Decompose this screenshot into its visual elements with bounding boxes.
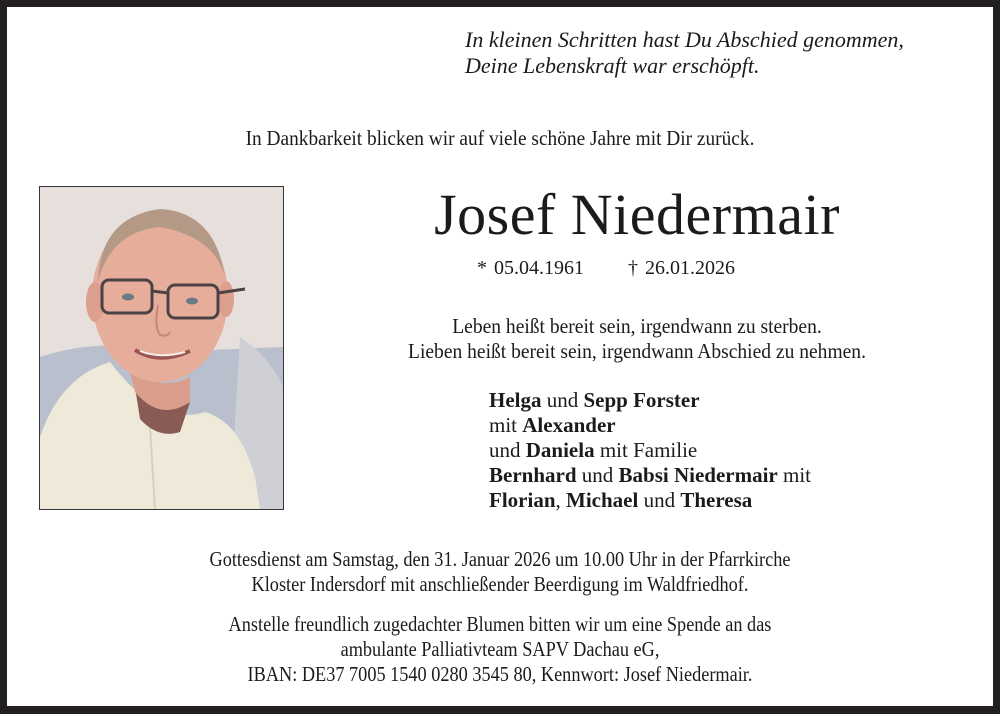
mourner-name: Florian [489, 488, 556, 512]
connector-text: mit [489, 413, 523, 437]
donation-info [71, 612, 929, 687]
mourner-name: Babsi Niedermair [618, 463, 778, 487]
mourners-list [489, 388, 811, 513]
motto-verse [465, 27, 904, 79]
connector-text: und [576, 463, 619, 487]
connector-text: und [489, 438, 526, 462]
donation-iban-line: IBAN: DE37 7005 1540 0280 3545 80, Kennwort: Josef Niedermair. [247, 662, 753, 686]
mourner-name: Michael [566, 488, 639, 512]
portrait-image [40, 187, 283, 509]
quote-verse [330, 314, 944, 364]
connector-text: mit [777, 463, 812, 487]
donation-line: ambulante Palliativteam SAPV Dachau eG, [340, 637, 660, 661]
mourner-name: Sepp Forster [583, 388, 700, 412]
mourner-name: Bernhard [489, 463, 577, 487]
mourners-line [489, 463, 811, 488]
mourners-line [489, 388, 811, 413]
donation-line: Anstelle freundlich zugedachter Blumen bitten wir um eine Spende an das [228, 612, 772, 636]
mourners-line [489, 438, 811, 463]
mourner-name: Helga [489, 388, 542, 412]
quote-line: Leben heißt bereit sein, irgendwann zu sterben. [452, 314, 822, 338]
mourner-name: Daniela [525, 438, 595, 462]
death-date: † 26.01.2026 [628, 257, 735, 279]
obituary-card [7, 7, 993, 706]
deceased-name: Josef Niedermair [434, 182, 840, 247]
thanks-line: In Dankbarkeit blicken wir auf viele schöne Jahre mit Dir zurück. [245, 126, 755, 150]
mourner-name: Alexander [522, 413, 616, 437]
birth-date: * 05.04.1961 [477, 257, 584, 279]
mourners-line [489, 413, 811, 438]
portrait-photo [39, 186, 284, 510]
service-line: Kloster Indersdorf mit anschließender Beerdigung im Waldfriedhof. [251, 572, 749, 596]
motto-line: In kleinen Schritten hast Du Abschied genommen, [465, 27, 904, 52]
motto-line: Deine Lebenskraft war erschöpft. [465, 53, 760, 78]
mourner-name: Theresa [680, 488, 753, 512]
funeral-service-info [71, 547, 929, 597]
connector-text: mit Familie [594, 438, 698, 462]
mourners-line [489, 488, 811, 513]
connector-text: , [555, 488, 566, 512]
connector-text: und [541, 388, 584, 412]
service-line: Gottesdienst am Samstag, den 31. Januar 2026 um 10.00 Uhr in der Pfarrkirche [209, 547, 791, 571]
connector-text: und [638, 488, 681, 512]
quote-line: Lieben heißt bereit sein, irgendwann Abschied zu nehmen. [408, 339, 866, 363]
life-dates [477, 257, 735, 280]
